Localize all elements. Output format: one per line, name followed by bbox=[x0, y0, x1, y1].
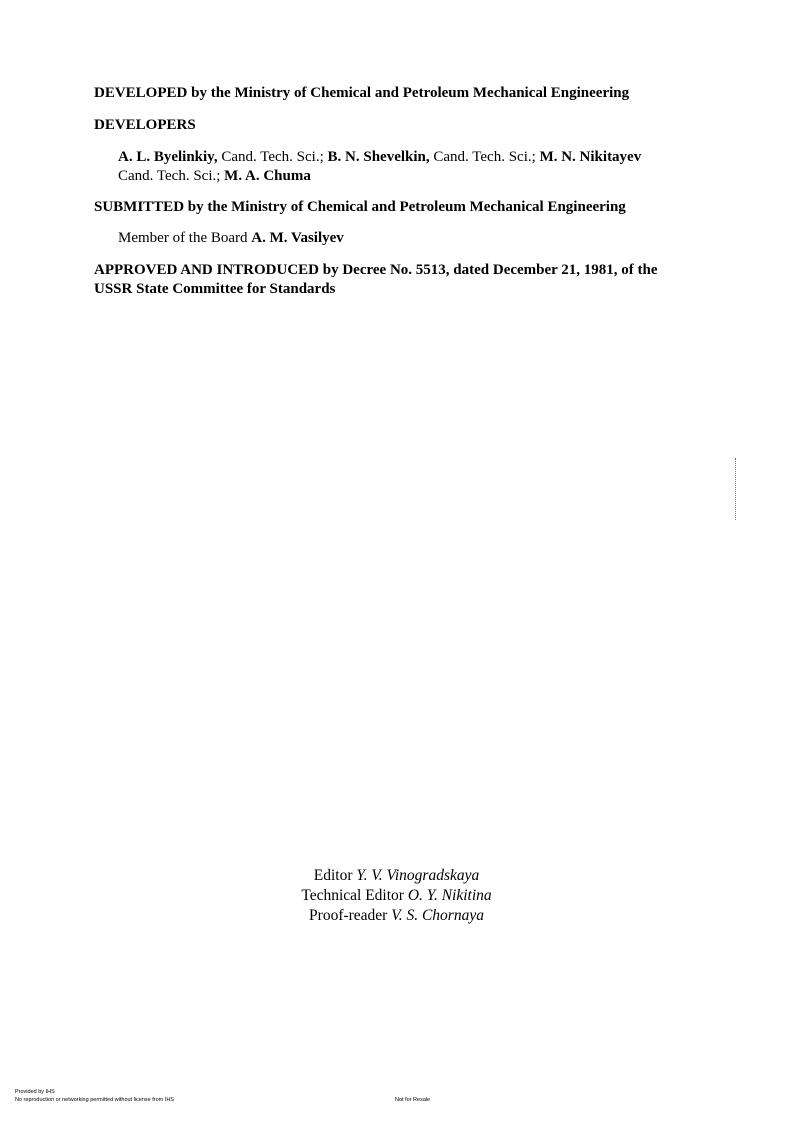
submitted-line bbox=[94, 198, 714, 217]
credit-role: Proof-reader bbox=[309, 907, 392, 924]
developed-line bbox=[94, 84, 714, 103]
board-member-line bbox=[118, 229, 718, 248]
board-member-prefix: Member of the Board bbox=[118, 230, 252, 246]
developed-label: DEVELOPED bbox=[94, 85, 188, 101]
developer-name: M. N. Nikitayev bbox=[539, 149, 642, 165]
credits-block bbox=[0, 866, 793, 926]
footer-resale: Not for Resale bbox=[395, 1097, 431, 1103]
submitted-text: by the Ministry of Chemical and Petroleum Mechanical Engineering bbox=[184, 199, 626, 215]
footer-provided: Provided by IHS bbox=[15, 1089, 55, 1095]
developed-text: by the Ministry of Chemical and Petroleum Mechanical Engineering bbox=[187, 85, 630, 101]
credit-editor bbox=[0, 866, 793, 886]
approved-line-2: USSR State Committee for Standards bbox=[94, 281, 336, 297]
approved-paragraph bbox=[94, 261, 714, 299]
developer-title: Cand. Tech. Sci.; bbox=[217, 149, 328, 165]
board-member-name: A. M. Vasilyev bbox=[251, 230, 344, 246]
developers-list bbox=[118, 148, 718, 186]
footer-notice: No reproduction or networking permitted without license from IHS bbox=[15, 1097, 174, 1103]
credit-role: Technical Editor bbox=[301, 887, 408, 904]
developer-title: Cand. Tech. Sci.; bbox=[429, 149, 540, 165]
credit-role: Editor bbox=[313, 867, 357, 884]
developers-heading: DEVELOPERS bbox=[94, 117, 196, 133]
submitted-label: SUBMITTED bbox=[94, 199, 185, 215]
credit-proof-reader bbox=[0, 906, 793, 926]
credit-name: V. S. Chornaya bbox=[391, 907, 484, 924]
developer-name: A. L. Byelinkiy, bbox=[118, 149, 218, 165]
developer-name: M. A. Chuma bbox=[224, 168, 311, 184]
approved-line-1: APPROVED AND INTRODUCED by Decree No. 5513, dated December 21, 1981, of the bbox=[94, 262, 658, 278]
credit-technical-editor bbox=[0, 886, 793, 906]
credit-name: Y. V. Vinogradskaya bbox=[356, 867, 480, 884]
margin-mark bbox=[735, 458, 742, 520]
developer-name: B. N. Shevelkin, bbox=[327, 149, 430, 165]
developer-title: Cand. Tech. Sci.; bbox=[118, 168, 225, 184]
credit-name: O. Y. Nikitina bbox=[407, 887, 492, 904]
